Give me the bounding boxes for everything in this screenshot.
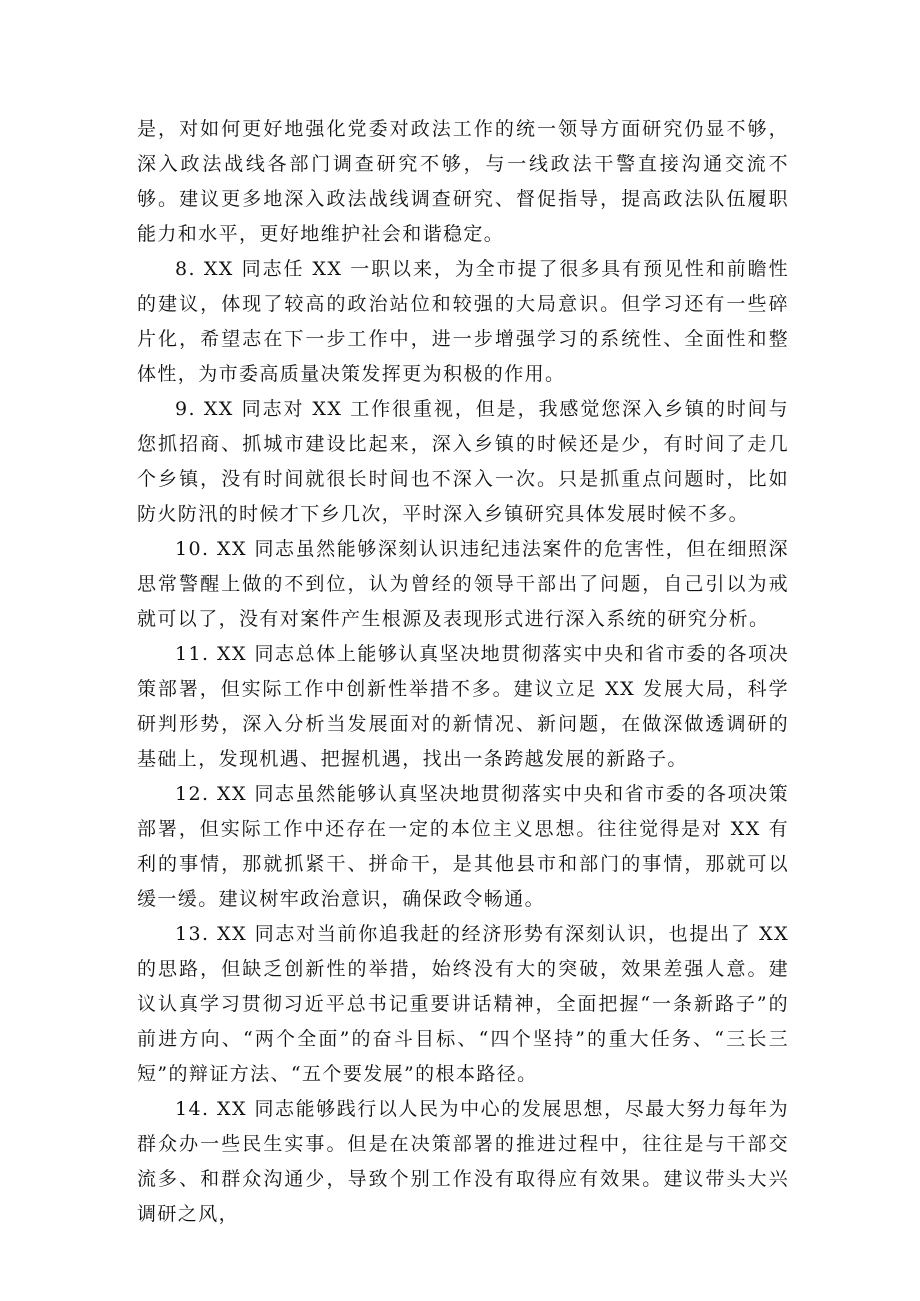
paragraph-item-13: 13. XX 同志对当前你追我赶的经济形势有深刻认识，也提出了 XX 的思路，但缺乏创新性的举措，始终没有大的突破，效果差强人意。建议认真学习贯彻习近平总书记重要讲话精神，全面把握“一条新路子”的前进方向、“两个全面”的奋斗目标、“四个坚持”的重大任务、“三长三短”的辩证方法、“五个要发展”的根本路径。 xyxy=(137,923,789,1085)
paragraph-item-11: 11. XX 同志总体上能够认真坚决地贯彻落实中央和省市委的各项决策部署，但实际工作中创新性举措不多。建议立足 XX 发展大局，科学研判形势，深入分析当发展面对的新情况、新问题，在做深做透调研的基础上，发现机遇、把握机遇，找出一条跨越发展的新路子。 xyxy=(137,643,789,770)
paragraph-continuation: 是，对如何更好地强化党委对政法工作的统一领导方面研究仍显不够，深入政法战线各部门调查研究不够，与一线政法干警直接沟通交流不够。建议更多地深入政法战线调查研究、督促指导，提高政法队伍履职能力和水平，更好地维护社会和谐稳定。 xyxy=(137,118,789,245)
paragraph-item-12: 12. XX 同志虽然能够认真坚决地贯彻落实中央和省市委的各项决策部署，但实际工作中还存在一定的本位主义思想。往往觉得是对 XX 有利的事情，那就抓紧干、拼命干，是其他县市和部门的事情，那就可以缓一缓。建议树牢政治意识，确保政令畅通。 xyxy=(137,783,789,910)
paragraph-item-10: 10. XX 同志虽然能够深刻认识违纪违法案件的危害性，但在细照深思常警醒上做的不到位，认为曾经的领导干部出了问题，自己引以为戒就可以了，没有对案件产生根源及表现形式进行深入系统的研究分析。 xyxy=(137,538,789,630)
document-body xyxy=(137,112,789,1232)
paragraph-item-8: 8. XX 同志任 XX 一职以来，为全市提了很多具有预见性和前瞻性的建议，体现了较高的政治站位和较强的大局意识。但学习还有一些碎片化，希望志在下一步工作中，进一步增强学习的系统性、全面性和整体性，为市委高质量决策发挥更为积极的作用。 xyxy=(137,258,789,385)
paragraph-item-14: 14. XX 同志能够践行以人民为中心的发展思想，尽最大努力每年为群众办一些民生实事。但是在决策部署的推进过程中，往往是与干部交流多、和群众沟通少，导致个别工作没有取得应有效果。建议带头大兴调研之风， xyxy=(137,1098,789,1225)
paragraph-item-9: 9. XX 同志对 XX 工作很重视，但是，我感觉您深入乡镇的时间与您抓招商、抓城市建设比起来，深入乡镇的时候还是少，有时间了走几个乡镇，没有时间就很长时间也不深入一次。只是抓重点问题时，比如防火防汛的时候才下乡几次，平时深入乡镇研究具体发展时候不多。 xyxy=(137,398,789,525)
